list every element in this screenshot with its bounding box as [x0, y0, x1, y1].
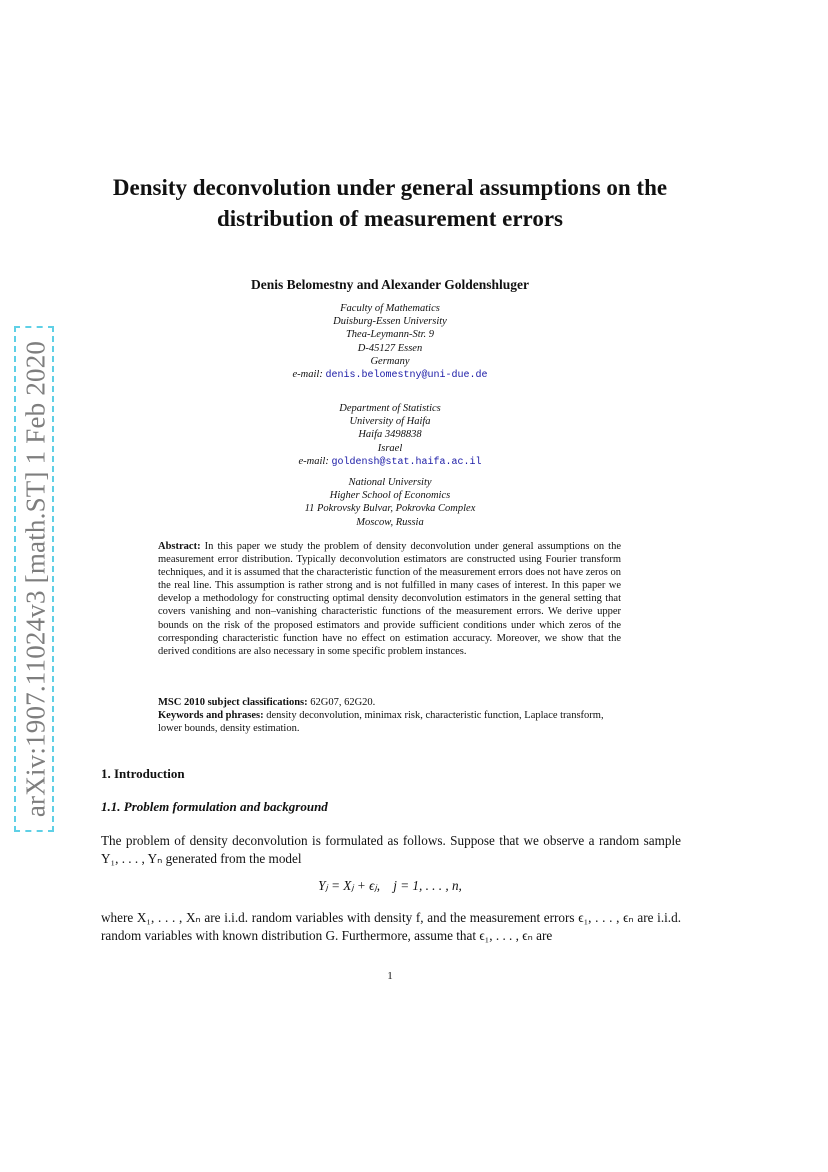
affiliation-line: 11 Pokrovsky Bulvar, Pokrovka Complex — [304, 503, 476, 515]
keywords-label: Keywords and phrases: — [158, 710, 264, 722]
body-paragraph: where X₁, . . . , Xₙ are i.i.d. random variables with density f, and the measurement errors ϵ₁, . . . , ϵₙ are i.i.d. random variables with known distribution G. Furthermore, assume that ϵ₁, . . . , ϵₙ are — [101, 910, 681, 943]
msc-line — [158, 696, 628, 709]
affiliation-line: Germany — [370, 355, 410, 367]
affiliation-line: Duisburg-Essen University — [333, 316, 447, 328]
abstract — [158, 540, 621, 658]
affiliation-line: Higher School of Economics — [329, 490, 451, 502]
email-link[interactable]: goldensh@stat.haifa.ac.il — [331, 456, 482, 468]
keywords-line — [158, 709, 628, 735]
affiliation-line: D-45127 Essen — [357, 342, 423, 354]
email-link[interactable]: denis.belomestny@uni-due.de — [325, 370, 488, 382]
affiliation-line: Department of Statistics — [339, 403, 441, 414]
paper-title: Density deconvolution under general assumptions on the distribution of measurement errors — [112, 175, 668, 231]
abstract-text: In this paper we study the problem of density deconvolution under general assumptions on the measurement error distribution. Typically deconvolution estimators are constructed using Fourier transform techniques, and it is assumed that the characteristic function of the measurement errors does not have zeros on the real line. This assumption is rather strong and is not fulfilled in many cases of interest. In this paper we develop a methodology for constructing optimal density deconvolution estimators in the general setting that covers vanishing and non–vanishing characteristic functions of the measurement errors. We derive upper bounds on the risk of the proposed estimators and provide sufficient conditions under which zeros of the corresponding characteristic function have no effect on estimation accuracy. Moreover, we show that the derived conditions are also necessary in some specific problem instances. — [158, 541, 622, 657]
affiliation-line: University of Haifa — [349, 416, 431, 428]
email-line — [190, 455, 590, 469]
subsection-heading: 1.1. Problem formulation and background — [101, 799, 328, 814]
affiliation-2 — [190, 402, 590, 469]
email-label: e-mail: — [292, 369, 323, 381]
keywords-text: density deconvolution, minimax risk, characteristic function, Laplace transform, lower bounds, density estimation. — [158, 710, 604, 735]
email-label: e-mail: — [298, 455, 329, 467]
affiliation-1 — [190, 302, 590, 382]
msc-label: MSC 2010 subject classifications: — [158, 697, 308, 708]
page-number: 1 — [387, 970, 393, 982]
affiliation-line: National University — [348, 477, 432, 488]
arxiv-identifier[interactable]: arXiv:1907.11024v3 [math.ST] 1 Feb 2020 — [20, 340, 51, 818]
section-heading: 1. Introduction — [101, 766, 185, 781]
paper-authors: Denis Belomestny and Alexander Goldenshluger — [250, 277, 530, 292]
affiliation-line: Haifa 3498838 — [358, 429, 422, 441]
body-paragraph: The problem of density deconvolution is formulated as follows. Suppose that we observe a random sample Y₁, . . . , Yₙ generated from the model — [101, 833, 681, 866]
msc-text: 62G07, 62G20. — [310, 697, 376, 708]
affiliation-line: Moscow, Russia — [356, 516, 424, 528]
affiliation-line: Thea-Leymann-Str. 9 — [345, 329, 435, 341]
affiliation-3 — [190, 476, 590, 529]
abstract-label: Abstract: — [158, 541, 201, 552]
affiliation-line: Faculty of Mathematics — [340, 303, 440, 314]
classification-block — [158, 696, 628, 735]
affiliation-line: Israel — [377, 442, 403, 454]
email-line — [190, 368, 590, 382]
display-equation: Yⱼ = Xⱼ + ϵⱼ, j = 1, . . . , n, — [318, 878, 462, 893]
